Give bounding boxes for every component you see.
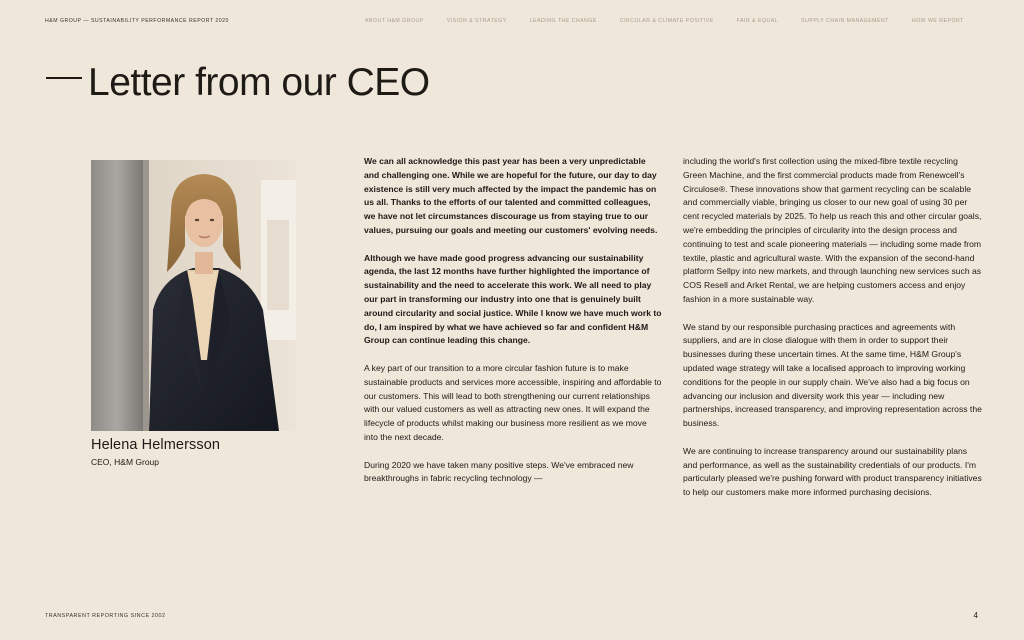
report-id: H&M GROUP — SUSTAINABILITY PERFORMANCE REPORT 2020 [45, 18, 229, 24]
letter-paragraph: A key part of our transition to a more circular fashion future is to make sustainable products and services more accessible, inspiring and affordable to our customers. This will lead to both strengthening our current relationships with our valued customers as well as attracting new ones. It will expand the lifecycle of products whilst making our business more resilient as we move into the next decade. [364, 362, 662, 442]
nav-item-leading[interactable]: LEADING THE CHANGE [529, 18, 597, 24]
ceo-role: CEO, H&M Group [91, 457, 160, 467]
page-title-text: Letter from our CEO [88, 61, 430, 104]
letter-paragraph: During 2020 we have taken many positive steps. We've embraced new breakthroughs in fabric recycling technology — [364, 459, 634, 484]
ceo-portrait [91, 160, 296, 431]
nav-item-circular[interactable]: CIRCULAR & CLIMATE POSITIVE [619, 18, 714, 24]
nav-item-supply-chain[interactable]: SUPPLY CHAIN MANAGEMENT [801, 18, 889, 24]
nav-item-about[interactable]: ABOUT H&M GROUP [365, 18, 424, 24]
section-nav [365, 18, 987, 24]
letter-paragraph: We stand by our responsible purchasing practices and agreements with suppliers, and are in close dialogue with them in order to support their businesses during these uncertain times. At the same time, H&M Group's updated wage strategy will take a localised approach to improving working conditions for the people in our supply chain. We've also had a big focus on advancing our inclusion and diversity work this year — including new partnerships, increased transparency, and improving representation across the business. [683, 321, 982, 429]
nav-item-fair[interactable]: FAIR & EQUAL [736, 18, 779, 24]
letter-paragraph: We are continuing to increase transparency around our sustainability plans and performance, as well as the sustainability credentials of our products. I'm particularly pleased we're pushing forward with product transparency initiatives to help our customers make more informed purchasing decisions. [683, 445, 982, 498]
letter-paragraph: Although we have made good progress advancing our sustainability agenda, the last 12 months have further highlighted the importance of sustainability and the need to accelerate this work. We all need to play our part in transforming our industry into one that is genuinely built around circularity and social justice. While I know we have much work to do, I am inspired by what we have achieved so far and confident H&M Group can continue leading this change. [364, 252, 662, 346]
footer-note: TRANSPARENT REPORTING SINCE 2002 [45, 613, 166, 619]
title-rule [46, 77, 82, 78]
page-title [46, 62, 430, 104]
ceo-name: Helena Helmersson [91, 437, 221, 453]
nav-item-vision[interactable]: VISION & STRATEGY [446, 18, 507, 24]
letter-paragraph: including the world's first collection using the mixed-fibre textile recycling Green Machine, and the first commercial products made from Renewcell's Circulose®. These innovations show that garment recycling can be scalable and commercially viable, bringing us closer to our new goal of using 30 per cent recycled materials by 2025. To help us reach this and other circular goals, we're embedding the principles of circularity into the design process and continuing to test and scale pioneering materials — including some made from textile, plastic and agricultural waste. With the expansion of the second-hand platform Sellpy into new markets, and through launching new services such as COS Resell and Arket Rental, we are helping customers access and enjoy fashion in a more sustainable way. [683, 156, 982, 304]
letter-column-left [364, 155, 662, 500]
nav-item-how-we-report[interactable]: HOW WE REPORT [911, 18, 964, 24]
letter-column-right [683, 155, 983, 514]
page-number: 4 [973, 611, 978, 620]
letter-paragraph: We can all acknowledge this past year has been a very unpredictable and challenging one. While we are hopeful for the future, our day to day existence is still very much affected by the impact the pandemic has on us all. Thanks to the efforts of our talented and committed colleagues, we have not let circumstances discourage us from staying true to our values, pursuing our goals and meeting our customers' evolving needs. [364, 156, 658, 235]
top-bar [45, 18, 964, 30]
